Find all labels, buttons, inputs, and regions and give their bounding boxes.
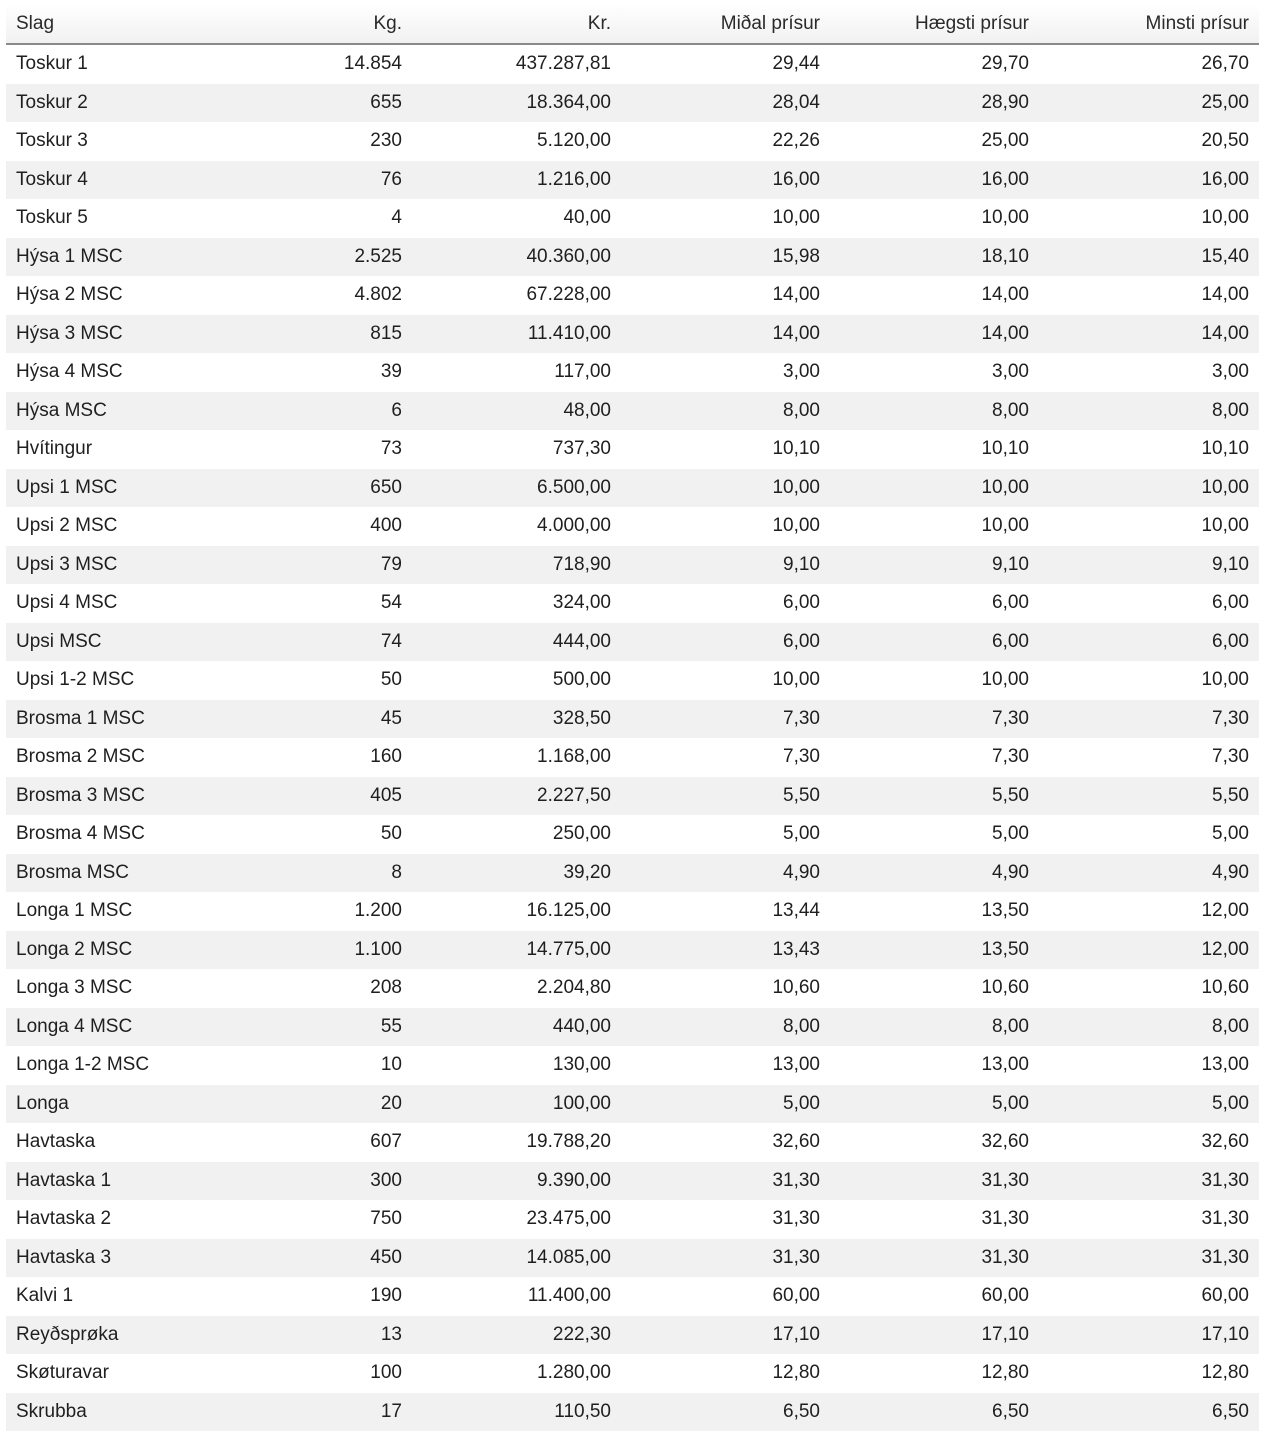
cell-average-price: 5,00 [621,815,830,854]
cell-kr: 2.227,50 [412,777,621,816]
cell-highest-price: 7,30 [830,738,1039,777]
cell-highest-price: 6,50 [830,1393,1039,1432]
cell-kr: 18.364,00 [412,84,621,123]
table-row [6,892,1259,931]
cell-kg: 1.200 [200,892,412,931]
cell-average-price: 10,60 [621,969,830,1008]
cell-slag: Longa 1-2 MSC [6,1046,200,1085]
cell-lowest-price: 14,00 [1039,276,1259,315]
cell-average-price: 17,10 [621,1316,830,1355]
cell-kg: 815 [200,315,412,354]
cell-slag: Brosma 2 MSC [6,738,200,777]
table-row [6,1085,1259,1124]
cell-average-price: 7,30 [621,738,830,777]
cell-slag: Hýsa 2 MSC [6,276,200,315]
table-row [6,1162,1259,1201]
cell-average-price: 14,00 [621,315,830,354]
cell-highest-price: 6,00 [830,623,1039,662]
cell-highest-price: 31,30 [830,1200,1039,1239]
cell-average-price: 31,30 [621,1200,830,1239]
cell-slag: Hýsa 4 MSC [6,353,200,392]
cell-average-price: 32,60 [621,1123,830,1162]
cell-slag: Upsi 3 MSC [6,546,200,585]
table-row [6,469,1259,508]
cell-slag: Upsi 4 MSC [6,584,200,623]
table-row [6,430,1259,469]
cell-slag: Longa 1 MSC [6,892,200,931]
cell-kr: 11.410,00 [412,315,621,354]
cell-highest-price: 4,90 [830,854,1039,893]
table-row [6,738,1259,777]
column-header-slag[interactable]: Slag [6,4,200,44]
table-row [6,1316,1259,1355]
cell-lowest-price: 10,00 [1039,199,1259,238]
table-body [6,44,1259,1431]
cell-average-price: 9,10 [621,546,830,585]
cell-highest-price: 10,00 [830,507,1039,546]
cell-kg: 208 [200,969,412,1008]
cell-lowest-price: 60,00 [1039,1277,1259,1316]
cell-lowest-price: 6,00 [1039,623,1259,662]
cell-highest-price: 7,30 [830,700,1039,739]
cell-kg: 20 [200,1085,412,1124]
cell-average-price: 31,30 [621,1239,830,1278]
cell-kr: 110,50 [412,1393,621,1432]
cell-kg: 79 [200,546,412,585]
cell-highest-price: 13,00 [830,1046,1039,1085]
cell-lowest-price: 17,10 [1039,1316,1259,1355]
cell-kg: 50 [200,815,412,854]
cell-highest-price: 8,00 [830,392,1039,431]
cell-average-price: 8,00 [621,392,830,431]
cell-lowest-price: 31,30 [1039,1200,1259,1239]
cell-lowest-price: 13,00 [1039,1046,1259,1085]
cell-kg: 54 [200,584,412,623]
cell-slag: Longa 4 MSC [6,1008,200,1047]
cell-lowest-price: 12,80 [1039,1354,1259,1393]
cell-slag: Longa 2 MSC [6,931,200,970]
cell-kg: 160 [200,738,412,777]
cell-average-price: 6,50 [621,1393,830,1432]
price-table [6,4,1259,1431]
table-row [6,44,1259,84]
cell-lowest-price: 15,40 [1039,238,1259,277]
cell-kr: 1.216,00 [412,161,621,200]
cell-lowest-price: 31,30 [1039,1239,1259,1278]
cell-highest-price: 60,00 [830,1277,1039,1316]
cell-average-price: 5,00 [621,1085,830,1124]
cell-lowest-price: 10,60 [1039,969,1259,1008]
table-row [6,1008,1259,1047]
table-row [6,199,1259,238]
table-row [6,623,1259,662]
cell-lowest-price: 7,30 [1039,700,1259,739]
cell-kr: 2.204,80 [412,969,621,1008]
cell-slag: Havtaska 2 [6,1200,200,1239]
table-row [6,1277,1259,1316]
cell-lowest-price: 10,10 [1039,430,1259,469]
cell-kr: 16.125,00 [412,892,621,931]
cell-slag: Reyðsprøka [6,1316,200,1355]
cell-kr: 437.287,81 [412,44,621,84]
price-table-container [6,4,1259,1431]
cell-slag: Kalvi 1 [6,1277,200,1316]
table-row [6,1354,1259,1393]
cell-kg: 405 [200,777,412,816]
cell-highest-price: 28,90 [830,84,1039,123]
cell-kg: 4 [200,199,412,238]
cell-highest-price: 18,10 [830,238,1039,277]
cell-kr: 328,50 [412,700,621,739]
table-row [6,276,1259,315]
cell-lowest-price: 12,00 [1039,931,1259,970]
cell-slag: Longa 3 MSC [6,969,200,1008]
cell-kr: 5.120,00 [412,122,621,161]
cell-kg: 300 [200,1162,412,1201]
cell-slag: Upsi 1-2 MSC [6,661,200,700]
cell-average-price: 13,44 [621,892,830,931]
cell-highest-price: 32,60 [830,1123,1039,1162]
cell-highest-price: 8,00 [830,1008,1039,1047]
cell-slag: Toskur 1 [6,44,200,84]
header-row [6,4,1259,44]
cell-slag: Toskur 2 [6,84,200,123]
cell-highest-price: 31,30 [830,1162,1039,1201]
cell-average-price: 4,90 [621,854,830,893]
cell-kr: 4.000,00 [412,507,621,546]
cell-kr: 6.500,00 [412,469,621,508]
cell-kr: 100,00 [412,1085,621,1124]
cell-average-price: 10,00 [621,507,830,546]
cell-lowest-price: 5,00 [1039,1085,1259,1124]
cell-lowest-price: 9,10 [1039,546,1259,585]
cell-kr: 250,00 [412,815,621,854]
cell-average-price: 31,30 [621,1162,830,1201]
cell-highest-price: 25,00 [830,122,1039,161]
cell-kr: 48,00 [412,392,621,431]
column-header-kg[interactable]: Kg. [200,4,412,44]
cell-lowest-price: 6,00 [1039,584,1259,623]
cell-kr: 500,00 [412,661,621,700]
cell-kg: 74 [200,623,412,662]
cell-kg: 39 [200,353,412,392]
cell-kg: 73 [200,430,412,469]
cell-kr: 324,00 [412,584,621,623]
cell-average-price: 3,00 [621,353,830,392]
table-row [6,777,1259,816]
cell-kr: 23.475,00 [412,1200,621,1239]
table-header [6,4,1259,44]
table-row [6,315,1259,354]
cell-slag: Brosma MSC [6,854,200,893]
cell-average-price: 22,26 [621,122,830,161]
cell-slag: Havtaska 1 [6,1162,200,1201]
cell-highest-price: 10,10 [830,430,1039,469]
column-header-highest-price[interactable]: Hægsti prísur [830,4,1039,44]
cell-kg: 650 [200,469,412,508]
cell-kr: 14.775,00 [412,931,621,970]
cell-highest-price: 3,00 [830,353,1039,392]
cell-kr: 130,00 [412,1046,621,1085]
table-row [6,161,1259,200]
cell-kg: 100 [200,1354,412,1393]
cell-highest-price: 10,00 [830,469,1039,508]
cell-average-price: 15,98 [621,238,830,277]
cell-average-price: 5,50 [621,777,830,816]
cell-average-price: 29,44 [621,44,830,84]
cell-kg: 55 [200,1008,412,1047]
cell-kg: 4.802 [200,276,412,315]
cell-lowest-price: 4,90 [1039,854,1259,893]
cell-highest-price: 29,70 [830,44,1039,84]
cell-kr: 14.085,00 [412,1239,621,1278]
cell-highest-price: 6,00 [830,584,1039,623]
cell-average-price: 10,00 [621,199,830,238]
cell-highest-price: 17,10 [830,1316,1039,1355]
cell-kr: 718,90 [412,546,621,585]
cell-kg: 13 [200,1316,412,1355]
cell-lowest-price: 12,00 [1039,892,1259,931]
cell-average-price: 12,80 [621,1354,830,1393]
column-header-lowest-price[interactable]: Minsti prísur [1039,4,1259,44]
cell-slag: Havtaska 3 [6,1239,200,1278]
cell-average-price: 14,00 [621,276,830,315]
table-row [6,1239,1259,1278]
table-row [6,969,1259,1008]
cell-kr: 67.228,00 [412,276,621,315]
cell-kg: 8 [200,854,412,893]
table-row [6,700,1259,739]
cell-kg: 14.854 [200,44,412,84]
cell-slag: Hýsa MSC [6,392,200,431]
cell-highest-price: 10,00 [830,661,1039,700]
table-row [6,661,1259,700]
cell-highest-price: 31,30 [830,1239,1039,1278]
cell-average-price: 60,00 [621,1277,830,1316]
table-row [6,507,1259,546]
cell-slag: Brosma 3 MSC [6,777,200,816]
cell-average-price: 7,30 [621,700,830,739]
cell-lowest-price: 26,70 [1039,44,1259,84]
cell-average-price: 10,00 [621,469,830,508]
cell-lowest-price: 5,50 [1039,777,1259,816]
cell-slag: Toskur 4 [6,161,200,200]
table-row [6,584,1259,623]
cell-lowest-price: 32,60 [1039,1123,1259,1162]
cell-kg: 10 [200,1046,412,1085]
table-row [6,1200,1259,1239]
cell-highest-price: 13,50 [830,892,1039,931]
cell-highest-price: 14,00 [830,276,1039,315]
cell-kg: 76 [200,161,412,200]
cell-lowest-price: 14,00 [1039,315,1259,354]
cell-slag: Hýsa 1 MSC [6,238,200,277]
cell-kg: 607 [200,1123,412,1162]
table-row [6,84,1259,123]
cell-slag: Brosma 4 MSC [6,815,200,854]
cell-highest-price: 5,00 [830,815,1039,854]
cell-kg: 750 [200,1200,412,1239]
cell-kr: 19.788,20 [412,1123,621,1162]
cell-highest-price: 10,00 [830,199,1039,238]
cell-slag: Havtaska [6,1123,200,1162]
cell-kr: 9.390,00 [412,1162,621,1201]
cell-slag: Upsi 1 MSC [6,469,200,508]
table-row [6,854,1259,893]
cell-average-price: 13,00 [621,1046,830,1085]
cell-highest-price: 5,00 [830,1085,1039,1124]
table-row [6,122,1259,161]
table-row [6,1123,1259,1162]
table-row [6,815,1259,854]
cell-average-price: 8,00 [621,1008,830,1047]
table-row [6,1046,1259,1085]
cell-slag: Skøturavar [6,1354,200,1393]
cell-kg: 17 [200,1393,412,1432]
cell-slag: Upsi MSC [6,623,200,662]
cell-lowest-price: 10,00 [1039,469,1259,508]
table-row [6,353,1259,392]
cell-kg: 450 [200,1239,412,1278]
column-header-average-price[interactable]: Miðal prísur [621,4,830,44]
cell-slag: Skrubba [6,1393,200,1432]
table-row [6,546,1259,585]
cell-slag: Toskur 3 [6,122,200,161]
cell-highest-price: 13,50 [830,931,1039,970]
cell-kr: 444,00 [412,623,621,662]
cell-lowest-price: 5,00 [1039,815,1259,854]
cell-kg: 655 [200,84,412,123]
cell-kr: 440,00 [412,1008,621,1047]
cell-highest-price: 12,80 [830,1354,1039,1393]
cell-kr: 1.168,00 [412,738,621,777]
cell-highest-price: 16,00 [830,161,1039,200]
cell-lowest-price: 8,00 [1039,392,1259,431]
cell-kg: 190 [200,1277,412,1316]
cell-kr: 222,30 [412,1316,621,1355]
cell-lowest-price: 20,50 [1039,122,1259,161]
cell-kg: 230 [200,122,412,161]
cell-average-price: 6,00 [621,584,830,623]
cell-slag: Brosma 1 MSC [6,700,200,739]
cell-lowest-price: 6,50 [1039,1393,1259,1432]
cell-highest-price: 14,00 [830,315,1039,354]
table-row [6,1393,1259,1432]
cell-kr: 39,20 [412,854,621,893]
cell-kg: 50 [200,661,412,700]
cell-kg: 1.100 [200,931,412,970]
table-row [6,238,1259,277]
cell-kr: 1.280,00 [412,1354,621,1393]
cell-kr: 737,30 [412,430,621,469]
cell-highest-price: 5,50 [830,777,1039,816]
cell-kr: 40,00 [412,199,621,238]
cell-slag: Hýsa 3 MSC [6,315,200,354]
cell-slag: Hvítingur [6,430,200,469]
table-row [6,931,1259,970]
cell-average-price: 16,00 [621,161,830,200]
cell-kg: 45 [200,700,412,739]
cell-slag: Upsi 2 MSC [6,507,200,546]
cell-slag: Toskur 5 [6,199,200,238]
cell-kr: 40.360,00 [412,238,621,277]
cell-lowest-price: 8,00 [1039,1008,1259,1047]
cell-highest-price: 9,10 [830,546,1039,585]
cell-kr: 117,00 [412,353,621,392]
cell-lowest-price: 10,00 [1039,661,1259,700]
cell-lowest-price: 10,00 [1039,507,1259,546]
cell-kg: 6 [200,392,412,431]
cell-lowest-price: 25,00 [1039,84,1259,123]
cell-average-price: 13,43 [621,931,830,970]
cell-kg: 2.525 [200,238,412,277]
table-row [6,392,1259,431]
cell-average-price: 10,00 [621,661,830,700]
cell-average-price: 6,00 [621,623,830,662]
cell-kg: 400 [200,507,412,546]
cell-average-price: 28,04 [621,84,830,123]
cell-kr: 11.400,00 [412,1277,621,1316]
cell-lowest-price: 7,30 [1039,738,1259,777]
cell-lowest-price: 3,00 [1039,353,1259,392]
cell-slag: Longa [6,1085,200,1124]
cell-lowest-price: 31,30 [1039,1162,1259,1201]
cell-average-price: 10,10 [621,430,830,469]
column-header-kr[interactable]: Kr. [412,4,621,44]
cell-highest-price: 10,60 [830,969,1039,1008]
cell-lowest-price: 16,00 [1039,161,1259,200]
